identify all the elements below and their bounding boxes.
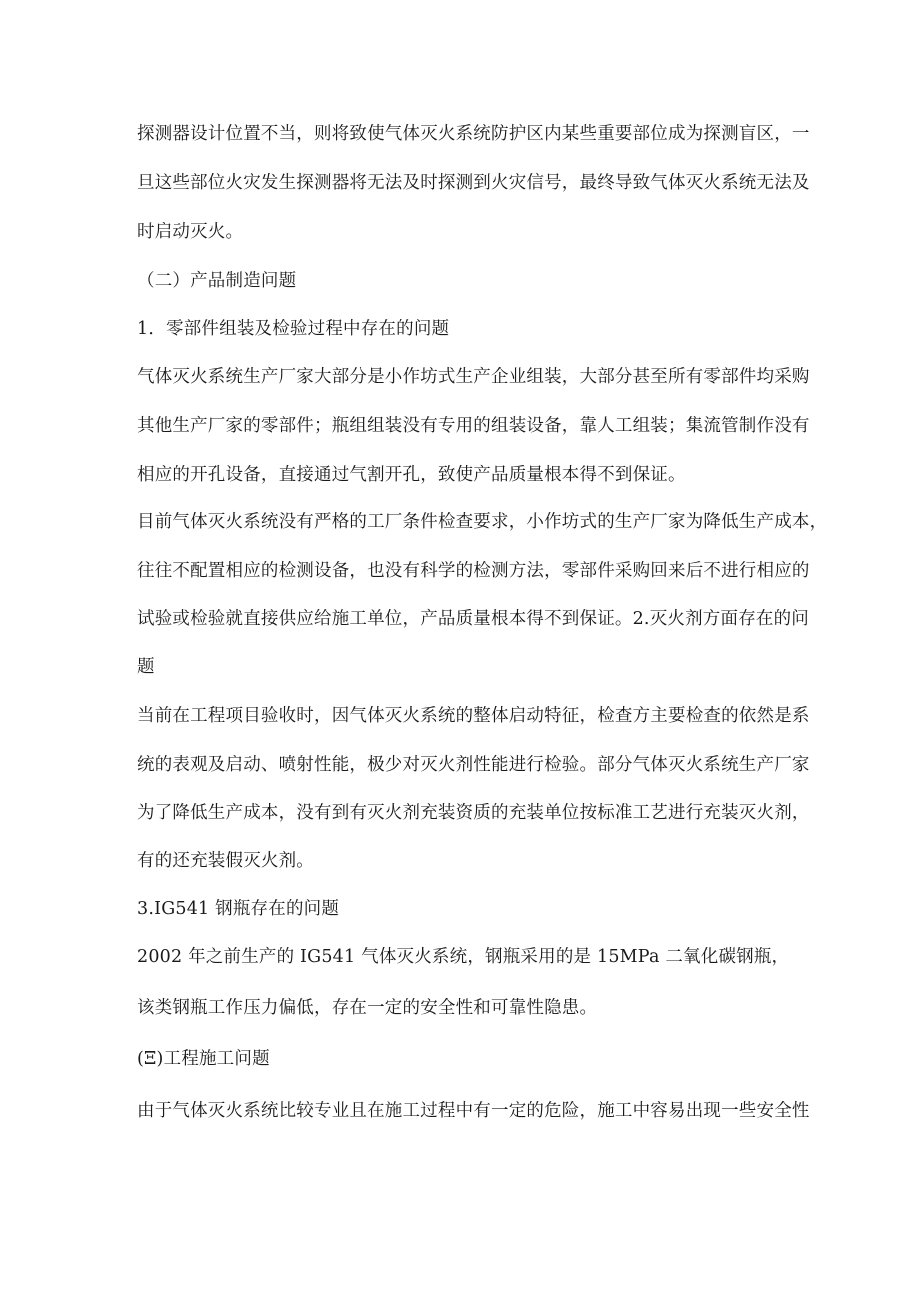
paragraph-line: 目前气体灭火系统没有严格的工厂条件检查要求，小作坊式的生产厂家为降低生产成本，: [137, 512, 828, 532]
paragraph-line: 试验或检验就直接供应给施工单位，产品质量根本得不到保证。2.灭火剂方面存在的问: [137, 609, 809, 629]
paragraph-line: 由于气体灭火系统比较专业且在施工过程中有一定的危险，施工中容易出现一些安全性: [137, 1101, 810, 1121]
paragraph-line: 题: [137, 657, 155, 677]
subsection-heading: 3.IG541 钢瓶存在的问题: [137, 899, 340, 919]
paragraph-line: 2002 年之前生产的 IG541 气体灭火系统，钢瓶采用的是 15MPa 二氧化碳钢瓶，: [137, 947, 790, 967]
paragraph-line: 当前在工程项目验收时，因气体灭火系统的整体启动特征，检查方主要检查的依然是系: [137, 706, 810, 726]
subsection-heading: 1．零部件组装及检验过程中存在的问题: [137, 319, 450, 339]
paragraph-line: 该类钢瓶工作压力偏低，存在一定的安全性和可靠性隐患。: [137, 998, 598, 1018]
paragraph-line: 统的表观及启动、喷射性能，极少对灭火剂性能进行检验。部分气体灭火系统生产厂家: [137, 755, 810, 775]
paragraph-line: 其他生产厂家的零部件；瓶组组装没有专用的组装设备，靠人工组装；集流管制作没有: [137, 416, 810, 436]
paragraph-line: 探测器设计位置不当，则将致使气体灭火系统防护区内某些重要部位成为探测盲区，一: [137, 124, 810, 144]
paragraph-line: 往往不配置相应的检测设备，也没有科学的检测方法，零部件采购回来后不进行相应的: [137, 561, 810, 581]
section-heading: （二）产品制造问题: [137, 271, 297, 291]
paragraph-line: 旦这些部位火灾发生探测器将无法及时探测到火灾信号，最终导致气体灭火系统无法及: [137, 173, 810, 193]
paragraph-line: 为了降低生产成本，没有到有灭火剂充装资质的充装单位按标准工艺进行充装灭火剂，: [137, 803, 810, 823]
paragraph-line: 有的还充装假灭火剂。: [137, 851, 314, 871]
paragraph-line: 相应的开孔设备，直接通过气割开孔，致使产品质量根本得不到保证。: [137, 465, 686, 485]
section-heading: (Ξ)工程施工问题: [137, 1049, 270, 1069]
paragraph-line: 气体灭火系统生产厂家大部分是小作坊式生产企业组装，大部分甚至所有零部件均采购: [137, 367, 810, 387]
paragraph-line: 时启动灭火。: [137, 222, 244, 242]
